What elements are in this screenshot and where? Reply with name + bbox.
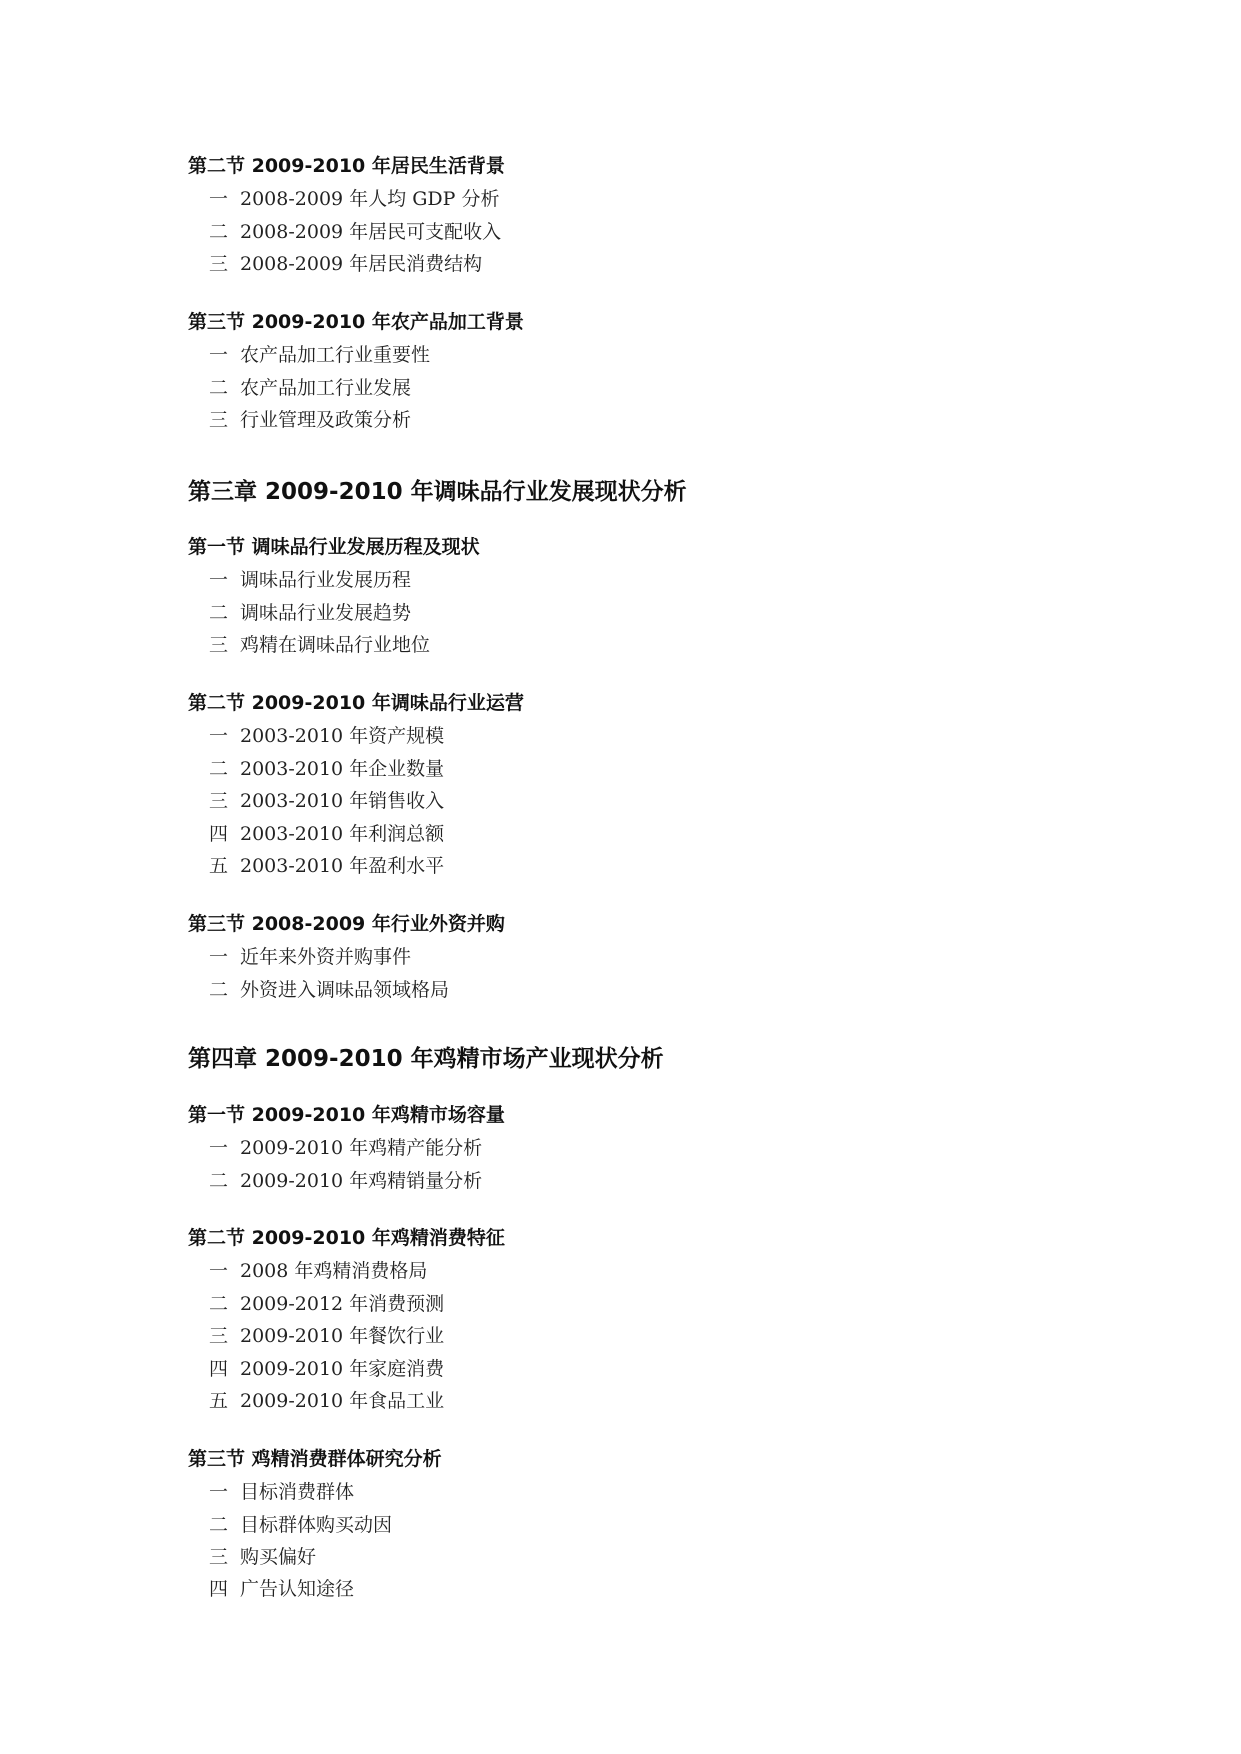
item-number: 三	[209, 790, 229, 812]
list-item	[209, 253, 482, 275]
item-text: 2003-2010 年盈利水平	[240, 855, 445, 877]
item-text: 2009-2010 年鸡精产能分析	[240, 1137, 483, 1159]
item-number: 三	[209, 409, 229, 431]
list-item	[209, 1390, 444, 1412]
item-text: 2008-2009 年人均 GDP 分析	[240, 188, 500, 210]
list-item	[209, 1578, 354, 1600]
item-text: 2009-2010 年鸡精销量分析	[240, 1170, 483, 1192]
list-item	[209, 1358, 444, 1380]
item-text: 2008-2009 年居民消费结构	[240, 253, 483, 275]
section-title: 第一节 调味品行业发展历程及现状	[188, 536, 480, 558]
item-text: 行业管理及政策分析	[240, 409, 412, 431]
item-text: 2009-2010 年食品工业	[240, 1390, 445, 1412]
item-text: 2003-2010 年资产规模	[240, 725, 445, 747]
item-number: 二	[209, 221, 229, 243]
item-number: 一	[209, 725, 229, 747]
item-number: 二	[209, 979, 229, 1001]
list-item	[209, 1325, 444, 1347]
item-text: 目标群体购买动因	[240, 1514, 393, 1536]
list-item	[209, 1170, 482, 1192]
item-text: 2003-2010 年企业数量	[240, 758, 445, 780]
item-number: 一	[209, 946, 229, 968]
list-item	[209, 1293, 444, 1315]
item-text: 农产品加工行业重要性	[240, 344, 431, 366]
list-item	[209, 1546, 316, 1568]
list-item	[209, 946, 411, 968]
item-number: 一	[209, 188, 229, 210]
list-item	[209, 790, 444, 812]
item-number: 三	[209, 253, 229, 275]
item-number: 四	[209, 1578, 229, 1600]
list-item	[209, 602, 411, 624]
item-text: 调味品行业发展趋势	[240, 602, 412, 624]
item-number: 一	[209, 1137, 229, 1159]
list-item	[209, 569, 411, 591]
list-item	[209, 188, 499, 210]
item-number: 三	[209, 634, 229, 656]
item-number: 二	[209, 758, 229, 780]
list-item	[209, 377, 411, 399]
list-item	[209, 823, 444, 845]
item-number: 二	[209, 377, 229, 399]
list-item	[209, 344, 430, 366]
list-item	[209, 1481, 354, 1503]
item-number: 一	[209, 1481, 229, 1503]
item-text: 2008 年鸡精消费格局	[240, 1260, 428, 1282]
item-number: 二	[209, 1293, 229, 1315]
item-text: 2009-2010 年餐饮行业	[240, 1325, 445, 1347]
item-number: 三	[209, 1325, 229, 1347]
item-text: 外资进入调味品领域格局	[240, 979, 450, 1001]
section-title: 第二节 2009-2010 年调味品行业运营	[188, 692, 524, 714]
list-item	[209, 409, 411, 431]
item-number: 二	[209, 1170, 229, 1192]
item-text: 调味品行业发展历程	[240, 569, 412, 591]
item-number: 二	[209, 602, 229, 624]
chapter-title: 第三章 2009-2010 年调味品行业发展现状分析	[188, 479, 687, 505]
item-number: 一	[209, 344, 229, 366]
list-item	[209, 1514, 392, 1536]
item-text: 农产品加工行业发展	[240, 377, 412, 399]
item-number: 二	[209, 1514, 229, 1536]
section-title: 第一节 2009-2010 年鸡精市场容量	[188, 1104, 505, 1126]
list-item	[209, 1137, 482, 1159]
section-title: 第三节 2008-2009 年行业外资并购	[188, 913, 505, 935]
item-text: 广告认知途径	[240, 1578, 355, 1600]
list-item	[209, 758, 444, 780]
section-title: 第三节 鸡精消费群体研究分析	[188, 1448, 442, 1470]
item-text: 2008-2009 年居民可支配收入	[240, 221, 502, 243]
list-item	[209, 725, 444, 747]
list-item	[209, 634, 430, 656]
item-text: 2009-2012 年消费预测	[240, 1293, 445, 1315]
item-number: 四	[209, 823, 229, 845]
item-number: 一	[209, 1260, 229, 1282]
item-text: 购买偏好	[240, 1546, 317, 1568]
item-number: 五	[209, 855, 229, 877]
item-number: 三	[209, 1546, 229, 1568]
list-item	[209, 221, 501, 243]
item-number: 五	[209, 1390, 229, 1412]
chapter-title: 第四章 2009-2010 年鸡精市场产业现状分析	[188, 1046, 664, 1072]
item-text: 目标消费群体	[240, 1481, 355, 1503]
item-text: 近年来外资并购事件	[240, 946, 412, 968]
item-text: 2003-2010 年利润总额	[240, 823, 445, 845]
item-number: 四	[209, 1358, 229, 1380]
section-title: 第三节 2009-2010 年农产品加工背景	[188, 311, 524, 333]
list-item	[209, 855, 444, 877]
section-title: 第二节 2009-2010 年鸡精消费特征	[188, 1227, 505, 1249]
item-text: 鸡精在调味品行业地位	[240, 634, 431, 656]
item-number: 一	[209, 569, 229, 591]
item-text: 2003-2010 年销售收入	[240, 790, 445, 812]
list-item	[209, 1260, 427, 1282]
list-item	[209, 979, 449, 1001]
item-text: 2009-2010 年家庭消费	[240, 1358, 445, 1380]
section-title: 第二节 2009-2010 年居民生活背景	[188, 155, 505, 177]
